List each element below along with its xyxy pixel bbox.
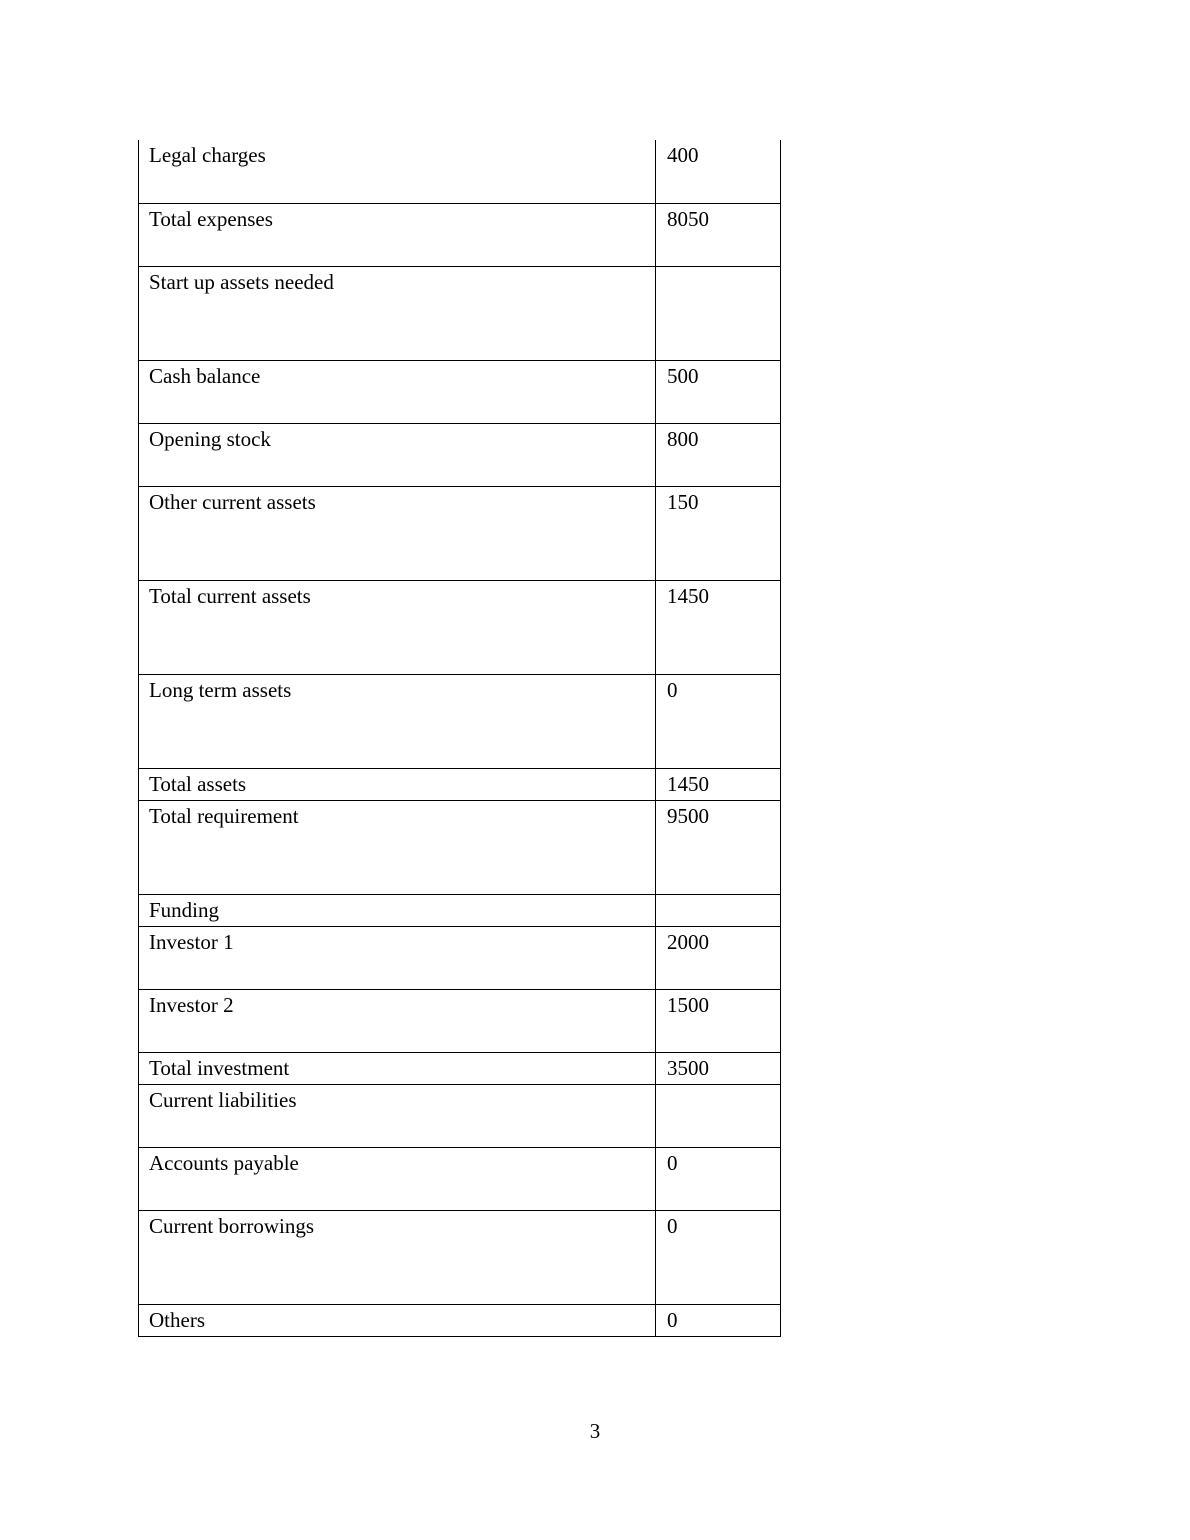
page-number: 3 [589,1419,601,1443]
row-value: 8050 [656,203,781,266]
row-label: Current borrowings [139,1210,656,1304]
row-value: 800 [656,423,781,486]
row-label: Total current assets [139,580,656,674]
table-row [139,894,781,926]
table-row [139,989,781,1052]
row-value: 2000 [656,926,781,989]
row-value [656,1084,781,1147]
row-value: 3500 [656,1052,781,1084]
row-label: Investor 1 [139,926,656,989]
row-value: 500 [656,360,781,423]
row-label: Cash balance [139,360,656,423]
table-row [139,1084,781,1147]
row-value: 400 [656,140,781,203]
table-row [139,1052,781,1084]
financial-table [138,140,781,1337]
table-row [139,140,781,203]
row-value: 150 [656,486,781,580]
table-row [139,203,781,266]
row-label: Funding [139,894,656,926]
table-row [139,1147,781,1210]
table-row [139,800,781,894]
row-value: 0 [656,674,781,768]
row-label: Current liabilities [139,1084,656,1147]
row-label: Opening stock [139,423,656,486]
row-label: Legal charges [139,140,656,203]
row-value: 0 [656,1210,781,1304]
row-label: Start up assets needed [139,266,656,360]
row-label: Total expenses [139,203,656,266]
row-label: Other current assets [139,486,656,580]
row-value: 0 [656,1147,781,1210]
row-value: 9500 [656,800,781,894]
table-row [139,266,781,360]
table-row [139,926,781,989]
table-row [139,360,781,423]
row-label: Accounts payable [139,1147,656,1210]
row-value: 1500 [656,989,781,1052]
table-row [139,768,781,800]
row-value: 1450 [656,768,781,800]
row-label: Others [139,1304,656,1336]
row-label: Long term assets [139,674,656,768]
row-value: 0 [656,1304,781,1336]
row-label: Total requirement [139,800,656,894]
row-label: Total assets [139,768,656,800]
row-label: Total investment [139,1052,656,1084]
table-row [139,423,781,486]
table-row [139,1210,781,1304]
table-row [139,674,781,768]
table-row [139,580,781,674]
row-value: 1450 [656,580,781,674]
table-row [139,1304,781,1336]
row-value [656,266,781,360]
row-label: Investor 2 [139,989,656,1052]
row-value [656,894,781,926]
table-row [139,486,781,580]
